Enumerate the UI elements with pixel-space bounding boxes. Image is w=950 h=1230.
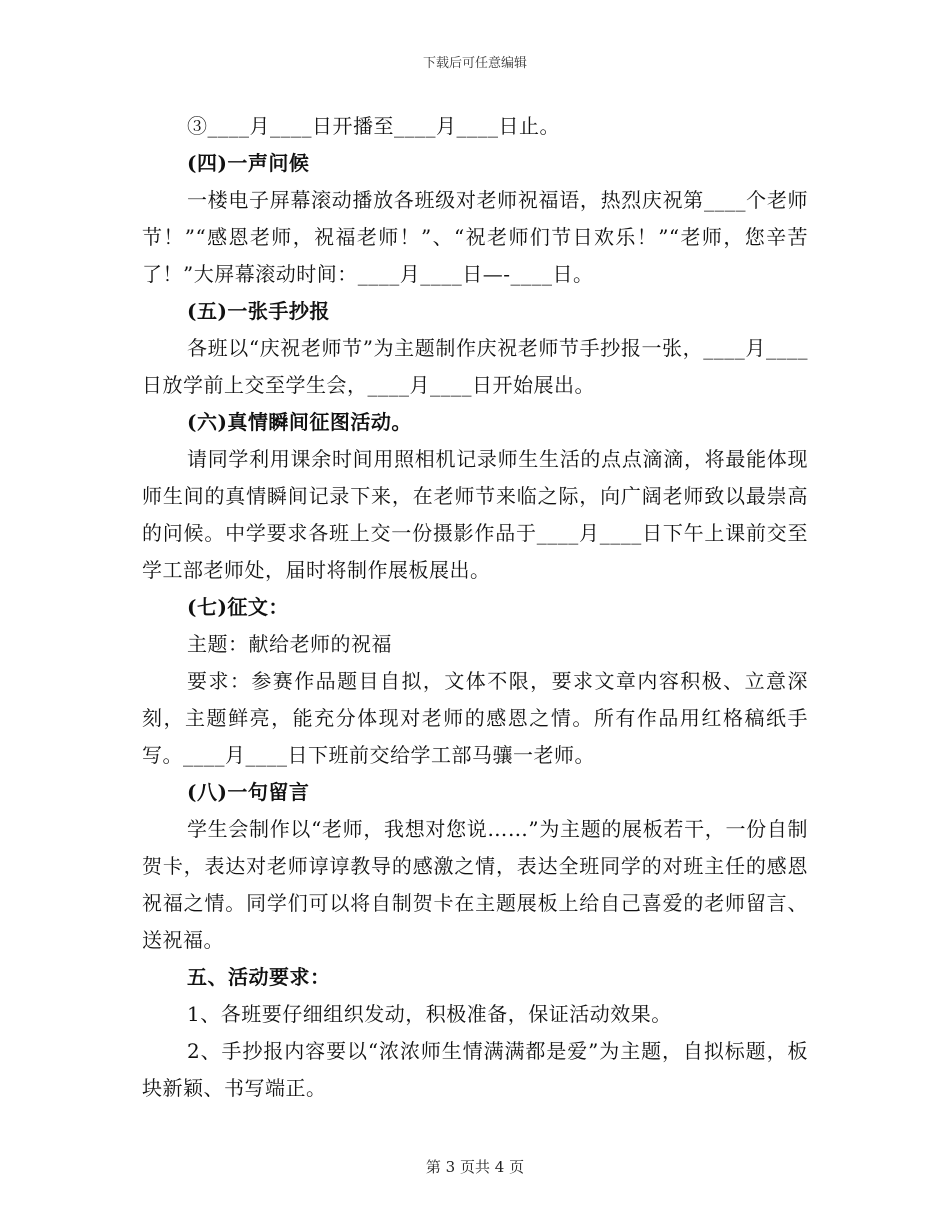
paragraph: 1、各班要仔细组织发动，积极准备，保证活动效果。 bbox=[187, 1002, 672, 1026]
section-heading: (六)真情瞬间征图活动。 bbox=[187, 410, 412, 434]
paragraph: 2、手抄报内容要以“浓浓师生情满满都是爱”为主题，自拟标题，板块新颖、书写端正。 bbox=[142, 1039, 808, 1100]
paragraph: 各班以“庆祝老师节”为主题制作庆祝老师节手抄报一张，____月____日放学前上交至学生会，____月____日开始展出。 bbox=[142, 336, 808, 397]
paragraph: 学生会制作以“老师，我想对您说……”为主题的展板若干，一份自制贺卡，表达对老师谆谆教导的感激之情，表达全班同学的对班主任的感恩祝福之情。同学们可以将自制贺卡在主题展板上给自己喜爱的老师留言、送祝福。 bbox=[142, 817, 808, 952]
section-heading: 五、活动要求： bbox=[187, 965, 331, 989]
section-heading: (八)一句留言 bbox=[187, 780, 310, 804]
page-header: 下载后可任意编辑 bbox=[422, 56, 527, 71]
section-heading: (五)一张手抄报 bbox=[187, 299, 330, 323]
paragraph: 要求：参赛作品题目自拟，文体不限，要求文章内容积极、立意深刻，主题鲜亮，能充分体现对老师的感恩之情。所有作品用红格稿纸手写。____月____日下班前交给学工部马骧一老师。 bbox=[142, 669, 808, 767]
section-heading: (四)一声问候 bbox=[187, 151, 310, 175]
paragraph: 请同学利用课余时间用照相机记录师生生活的点点滴滴，将最能体现师生间的真情瞬间记录下来，在老师节来临之际，向广阔老师致以最崇高的问候。中学要求各班上交一份摄影作品于____月____日下午上课前交至学工部老师处，届时将制作展板展出。 bbox=[142, 447, 808, 582]
paragraph: 主题：献给老师的祝福 bbox=[187, 632, 392, 656]
paragraph: ③____月____日开播至____月____日止。 bbox=[187, 114, 560, 138]
section-heading: (七)征文： bbox=[187, 595, 289, 619]
document-body bbox=[142, 108, 808, 1107]
page-footer: 第 3 页共 4 页 bbox=[425, 1158, 525, 1176]
paragraph: 一楼电子屏幕滚动播放各班级对老师祝福语，热烈庆祝第____个老师节！”“感恩老师，祝福老师！”、“祝老师们节日欢乐！”“老师，您辛苦了！”大屏幕滚动时间：____月____日—-____日。 bbox=[142, 188, 808, 286]
